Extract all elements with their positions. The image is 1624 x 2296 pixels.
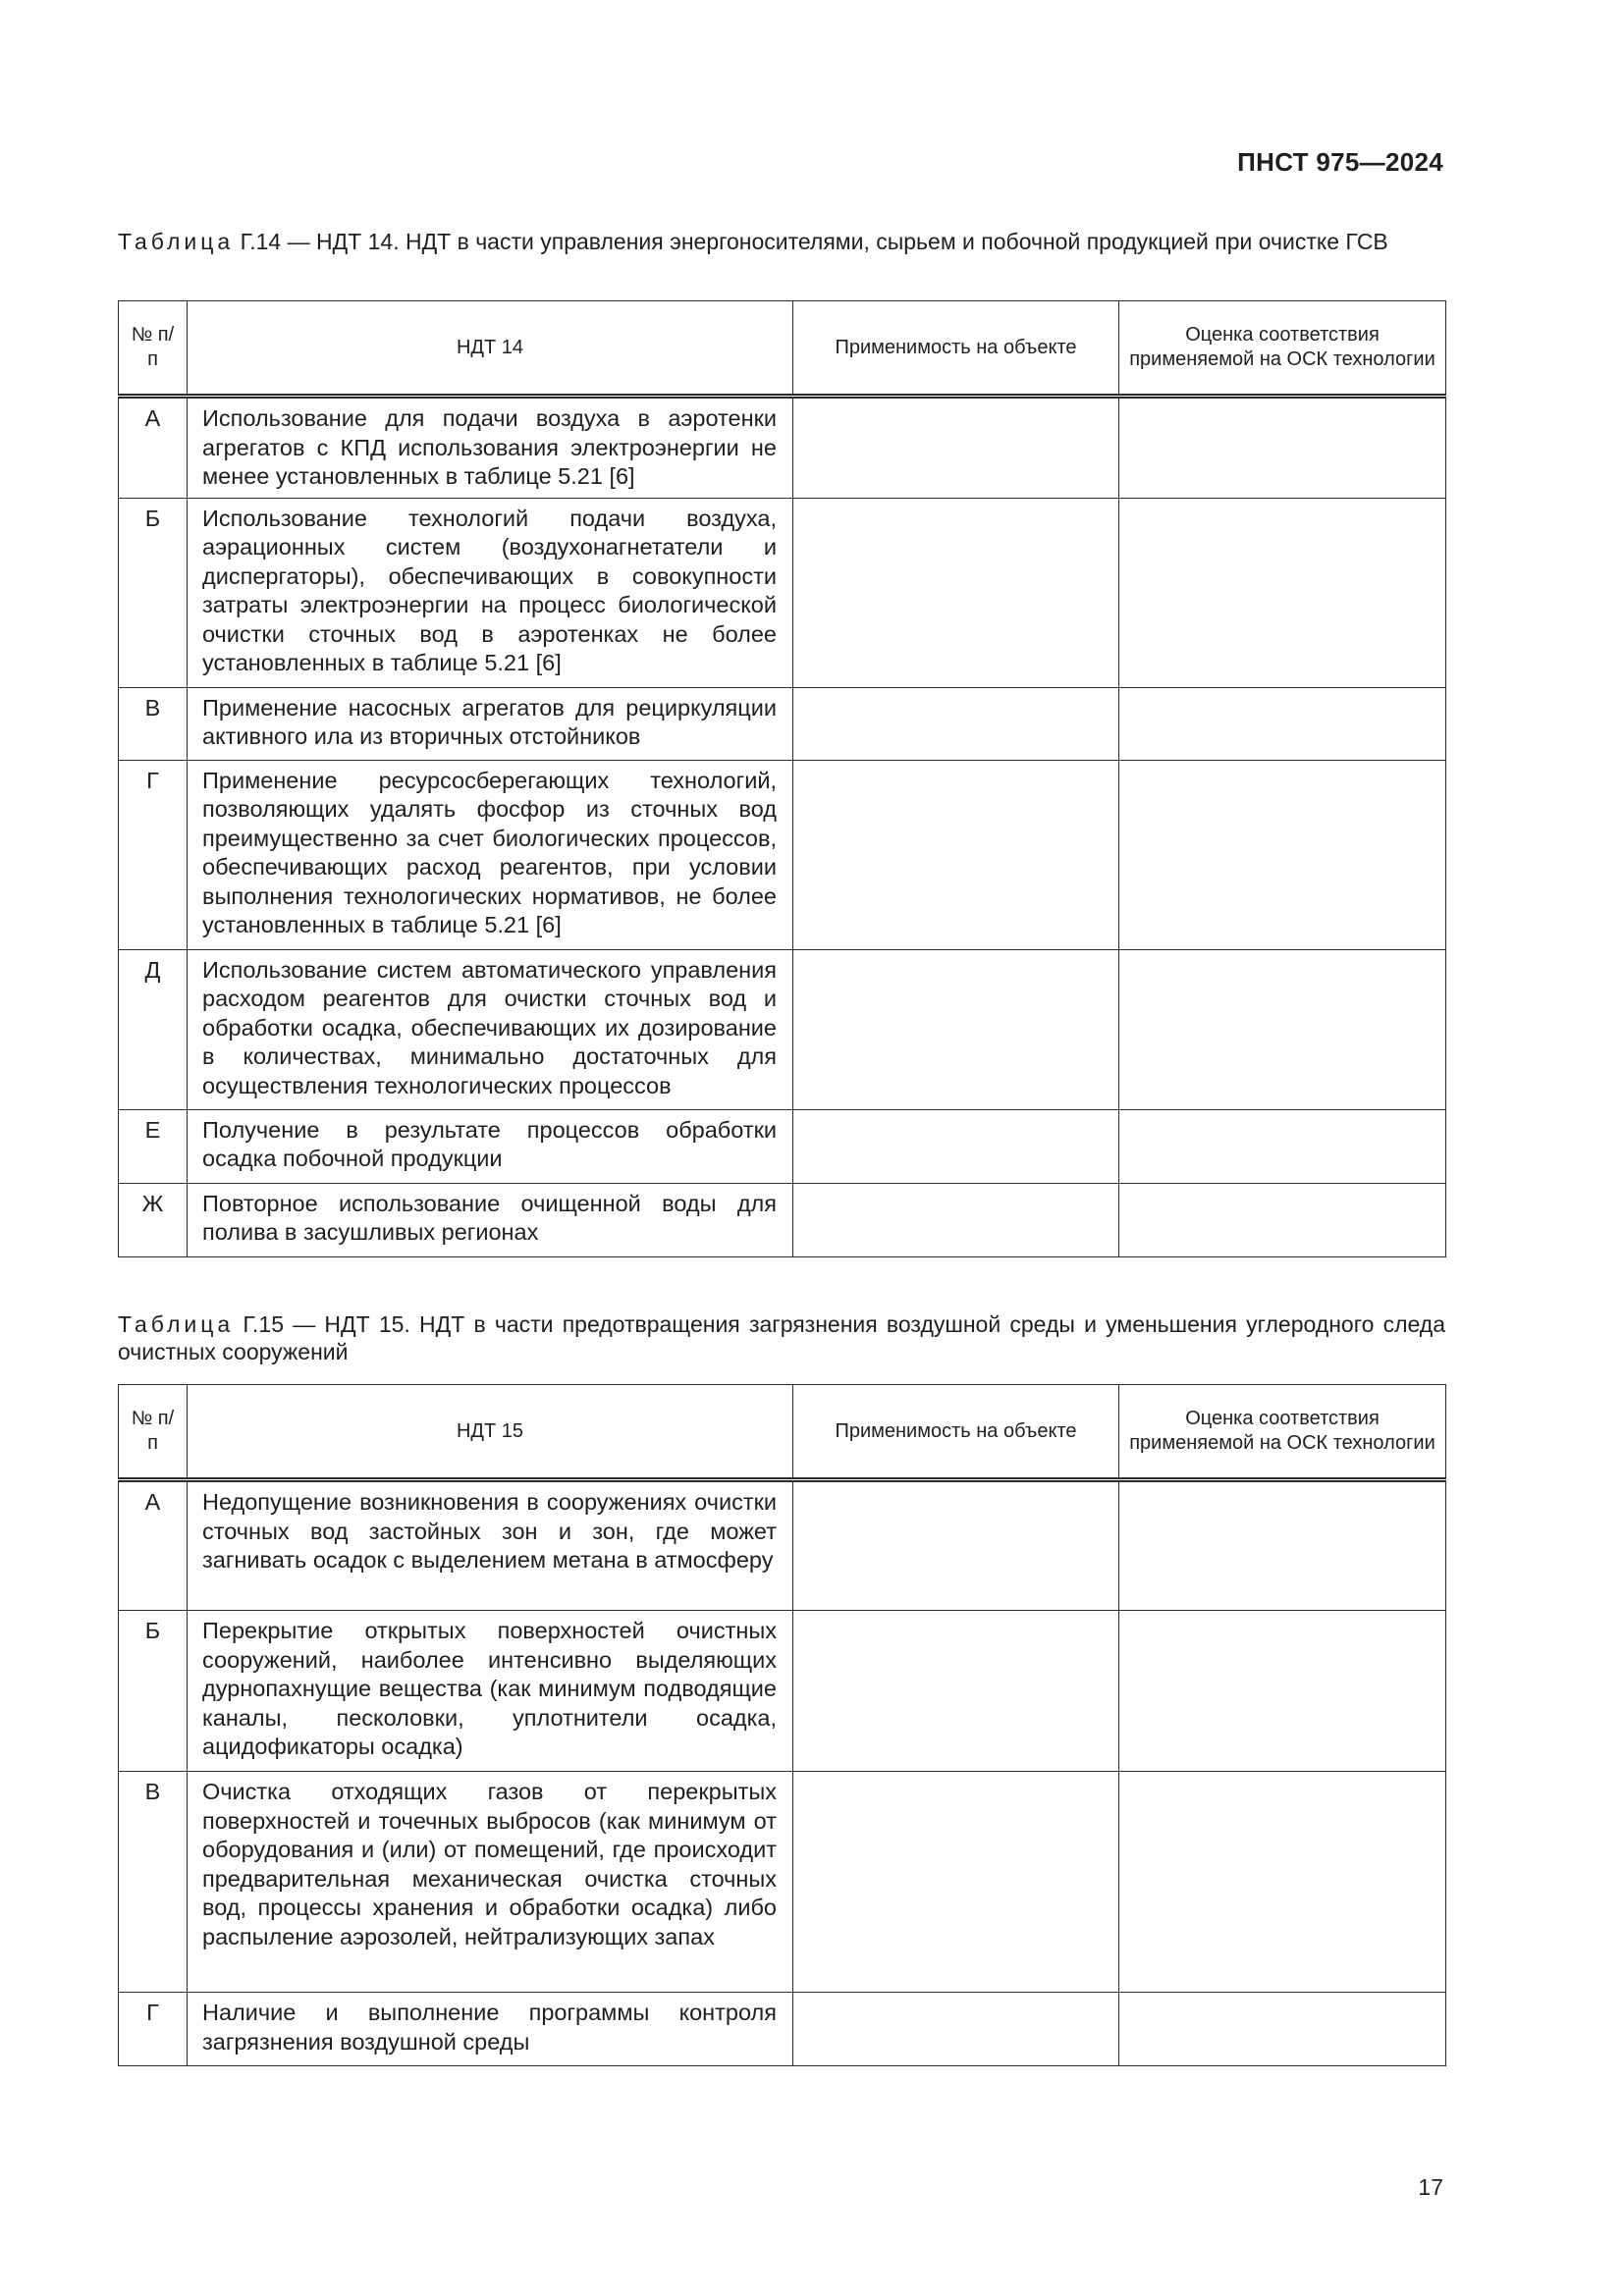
table-row: [119, 949, 1446, 1109]
document-code: ПНСТ 975—2024: [1237, 147, 1443, 177]
assessment-cell[interactable]: [1119, 760, 1446, 949]
row-num: Ж: [119, 1183, 188, 1256]
table-row: [119, 1480, 1446, 1611]
table15-col-num: № п/п: [119, 1385, 188, 1480]
row-text: Очистка отходящих газов от перекрытых поверхностей и точечных выбросов (как минимум от оборудования и (или) от помещений, где происходит предварительная механическая очистка сточных вод, процессы хранения и обработки осадка) либо распыление аэрозолей, нейтрализующих запах: [188, 1772, 793, 1993]
table-row: [119, 1993, 1446, 2066]
row-text: Получение в результате процессов обработки осадка побочной продукции: [188, 1109, 793, 1183]
row-text: Использование технологий подачи воздуха, аэрационных систем (воздухонагнетатели и диспергаторы), обеспечивающих в совокупности затраты электроэнергии на процесс биологической очистки сточных вод в аэротенках не более установленных в таблице 5.21 [6]: [188, 498, 793, 687]
assessment-cell[interactable]: [1119, 687, 1446, 760]
table-row: [119, 1611, 1446, 1772]
applicability-cell[interactable]: [793, 949, 1119, 1109]
table15: [118, 1384, 1446, 2066]
table-row: [119, 687, 1446, 760]
table-row: [119, 397, 1446, 499]
applicability-cell[interactable]: [793, 1109, 1119, 1183]
applicability-cell[interactable]: [793, 1183, 1119, 1256]
applicability-cell[interactable]: [793, 1611, 1119, 1772]
assessment-cell[interactable]: [1119, 498, 1446, 687]
table15-caption-label: Таблица: [118, 1311, 235, 1337]
table15-col-name: НДТ 15: [188, 1385, 793, 1480]
row-num: А: [119, 1480, 188, 1611]
assessment-cell[interactable]: [1119, 1611, 1446, 1772]
row-num: Г: [119, 1993, 188, 2066]
row-num: Б: [119, 498, 188, 687]
page-number: 17: [1418, 2174, 1443, 2200]
table14-col-applicability: Применимость на объекте: [793, 301, 1119, 397]
row-num: Д: [119, 949, 188, 1109]
row-text: Повторное использование очищенной воды для полива в засушливых регионах: [188, 1183, 793, 1256]
assessment-cell[interactable]: [1119, 1480, 1446, 1611]
applicability-cell[interactable]: [793, 687, 1119, 760]
row-text: Недопущение возникновения в сооружениях очистки сточных вод застойных зон и зон, где может загнивать осадок с выделением метана в атмосферу: [188, 1480, 793, 1611]
table15-col-applicability: Применимость на объекте: [793, 1385, 1119, 1480]
table14: [118, 300, 1446, 1257]
table14-col-name: НДТ 14: [188, 301, 793, 397]
applicability-cell[interactable]: [793, 1480, 1119, 1611]
row-num: Г: [119, 760, 188, 949]
applicability-cell[interactable]: [793, 760, 1119, 949]
applicability-cell[interactable]: [793, 397, 1119, 499]
row-num: Б: [119, 1611, 188, 1772]
table14-header-row: [119, 301, 1446, 397]
table14-col-assessment: Оценка соответствия применяемой на ОСК технологии: [1119, 301, 1446, 397]
assessment-cell[interactable]: [1119, 1109, 1446, 1183]
table-row: [119, 498, 1446, 687]
row-num: В: [119, 1772, 188, 1993]
row-text: Использование для подачи воздуха в аэротенки агрегатов с КПД использования электроэнергии не менее установленных в таблице 5.21 [6]: [188, 397, 793, 499]
row-num: В: [119, 687, 188, 760]
assessment-cell[interactable]: [1119, 1183, 1446, 1256]
row-text: Применение ресурсосберегающих технологий, позволяющих удалять фосфор из сточных вод преимущественно за счет биологических процессов, обеспечивающих расход реагентов, при условии выполнения технологических нормативов, не более установленных в таблице 5.21 [6]: [188, 760, 793, 949]
row-text: Наличие и выполнение программы контроля загрязнения воздушной среды: [188, 1993, 793, 2066]
row-text: Перекрытие открытых поверхностей очистных сооружений, наиболее интенсивно выделяющих дурнопахнущие вещества (как минимум подводящие каналы, песколовки, уплотнители осадка, ацидофикаторы осадка): [188, 1611, 793, 1772]
table15-col-assessment: Оценка соответствия применяемой на ОСК технологии: [1119, 1385, 1446, 1480]
table-row: [119, 1183, 1446, 1256]
applicability-cell[interactable]: [793, 498, 1119, 687]
table14-caption-text: Г.14 — НДТ 14. НДТ в части управления энергоносителями, сырьем и побочной продукцией при очистке ГСВ: [240, 229, 1388, 254]
assessment-cell[interactable]: [1119, 397, 1446, 499]
row-num: Е: [119, 1109, 188, 1183]
row-text: Использование систем автоматического управления расходом реагентов для очистки сточных вод и обработки осадка, обеспечивающих их дозирование в количествах, минимально достаточных для осуществления технологических процессов: [188, 949, 793, 1109]
assessment-cell[interactable]: [1119, 949, 1446, 1109]
table-row: [119, 1772, 1446, 1993]
table14-col-num: № п/п: [119, 301, 188, 397]
table15-header-row: [119, 1385, 1446, 1480]
applicability-cell[interactable]: [793, 1772, 1119, 1993]
table-row: [119, 760, 1446, 949]
assessment-cell[interactable]: [1119, 1772, 1446, 1993]
row-text: Применение насосных агрегатов для рециркуляции активного ила из вторичных отстойников: [188, 687, 793, 760]
applicability-cell[interactable]: [793, 1993, 1119, 2066]
table15-caption: [118, 1310, 1445, 1365]
table-row: [119, 1109, 1446, 1183]
table14-caption: [118, 228, 1445, 255]
table15-caption-text: Г.15 — НДТ 15. НДТ в части предотвращения загрязнения воздушной среды и уменьшения углеродного следа очистных сооружений: [118, 1311, 1445, 1364]
table14-caption-label: Таблица: [118, 229, 235, 254]
assessment-cell[interactable]: [1119, 1993, 1446, 2066]
row-num: А: [119, 397, 188, 499]
